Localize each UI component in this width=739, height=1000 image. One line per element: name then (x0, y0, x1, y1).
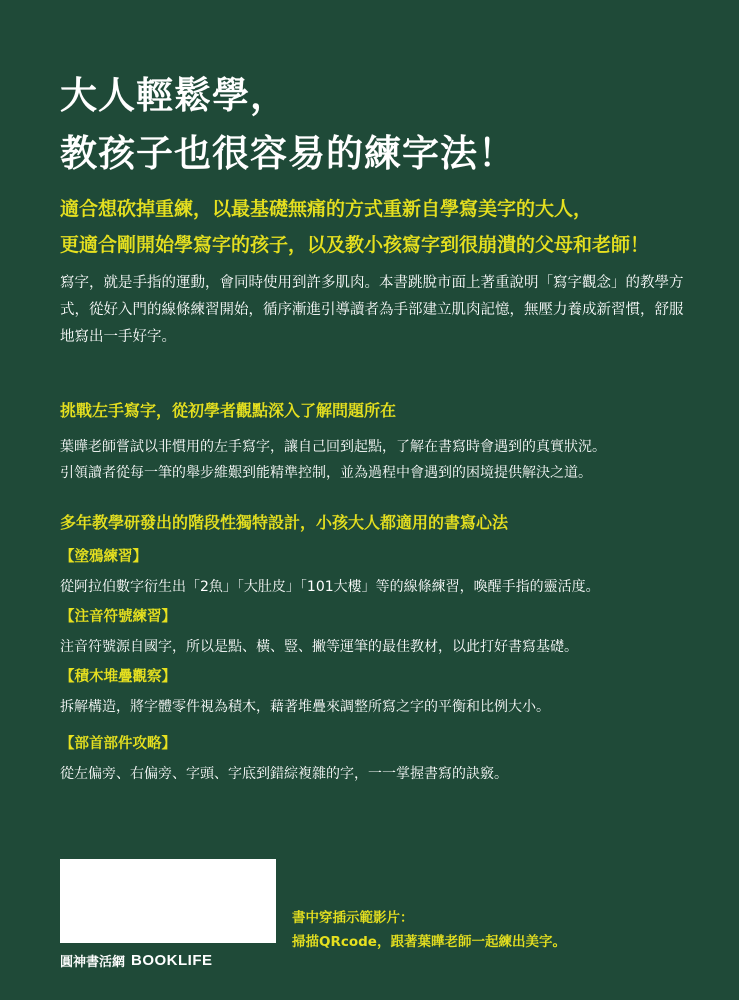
section-left-hand-line-1: 葉曄老師嘗試以非慣用的左手寫字，讓自己回到起點，了解在書寫時會遇到的真實狀況。 (60, 439, 606, 455)
feature-description: 注音符號源自國字，所以是點、橫、豎、撇等運筆的最佳教材，以此打好書寫基礎。 (60, 639, 578, 655)
qr-note-line-2: 掃描QRcode，跟著葉曄老師一起練出美字。 (292, 934, 566, 950)
feature-radical-components (60, 733, 690, 785)
headline-line-2: 教孩子也很容易的練字法！ (60, 131, 516, 175)
barcode-placeholder (60, 859, 276, 943)
qr-video-note (292, 906, 566, 954)
feature-block-stacking (60, 666, 690, 718)
feature-description: 從左偏旁、右偏旁、字頭、字底到錯綜複雜的字，一一掌握書寫的訣竅。 (60, 766, 508, 782)
subtitle-line-1: 適合想砍掉重練，以最基礎無痛的方式重新自學寫美字的大人， (60, 198, 593, 220)
publisher-name: 圓神書活網 (60, 954, 126, 970)
booklife-logo: BOOKLIFE (131, 951, 213, 969)
publisher-logo (60, 950, 213, 970)
feature-title: 【塗鴉練習】 (60, 549, 147, 565)
feature-description: 從阿拉伯數字衍生出「2魚」「大肚皮」「101大樓」等的線條練習，喚醒手指的靈活度。 (60, 579, 600, 595)
feature-zhuyin-practice (60, 606, 690, 658)
headline-line-1: 大人輕鬆學， (60, 73, 288, 117)
feature-title: 【部首部件攻略】 (60, 736, 176, 752)
section-left-hand-body (60, 434, 690, 486)
feature-description: 拆解構造，將字體零件視為積木，藉著堆疊來調整所寫之字的平衡和比例大小。 (60, 699, 550, 715)
section-left-hand-line-2: 引領讀者從每一筆的舉步維艱到能精準控制，並為過程中會遇到的困境提供解決之道。 (60, 465, 592, 481)
section-method-title: 多年教學研發出的階段性獨特設計，小孩大人都適用的書寫心法 (60, 513, 509, 532)
section-left-hand-title: 挑戰左手寫字，從初學者觀點深入了解問題所在 (60, 401, 397, 420)
intro-paragraph: 寫字，就是手指的運動，會同時使用到許多肌肉。本書跳脫市面上著重說明「寫字觀念」的教學方式，從好入門的線條練習開始，循序漸進引導讀者為手部建立肌肉記憶，無壓力養成新習慣，舒服地寫出一手好字。 (60, 275, 684, 345)
feature-doodle-practice (60, 546, 690, 598)
feature-title: 【注音符號練習】 (60, 609, 176, 625)
target-audience-subtitle (60, 191, 649, 263)
subtitle-line-2: 更適合剛開始學寫字的孩子，以及教小孩寫字到很崩潰的父母和老師！ (60, 234, 650, 256)
feature-title: 【積木堆疊觀察】 (60, 669, 176, 685)
qr-note-line-1: 書中穿插示範影片： (292, 910, 414, 926)
cover-headline (60, 66, 516, 182)
